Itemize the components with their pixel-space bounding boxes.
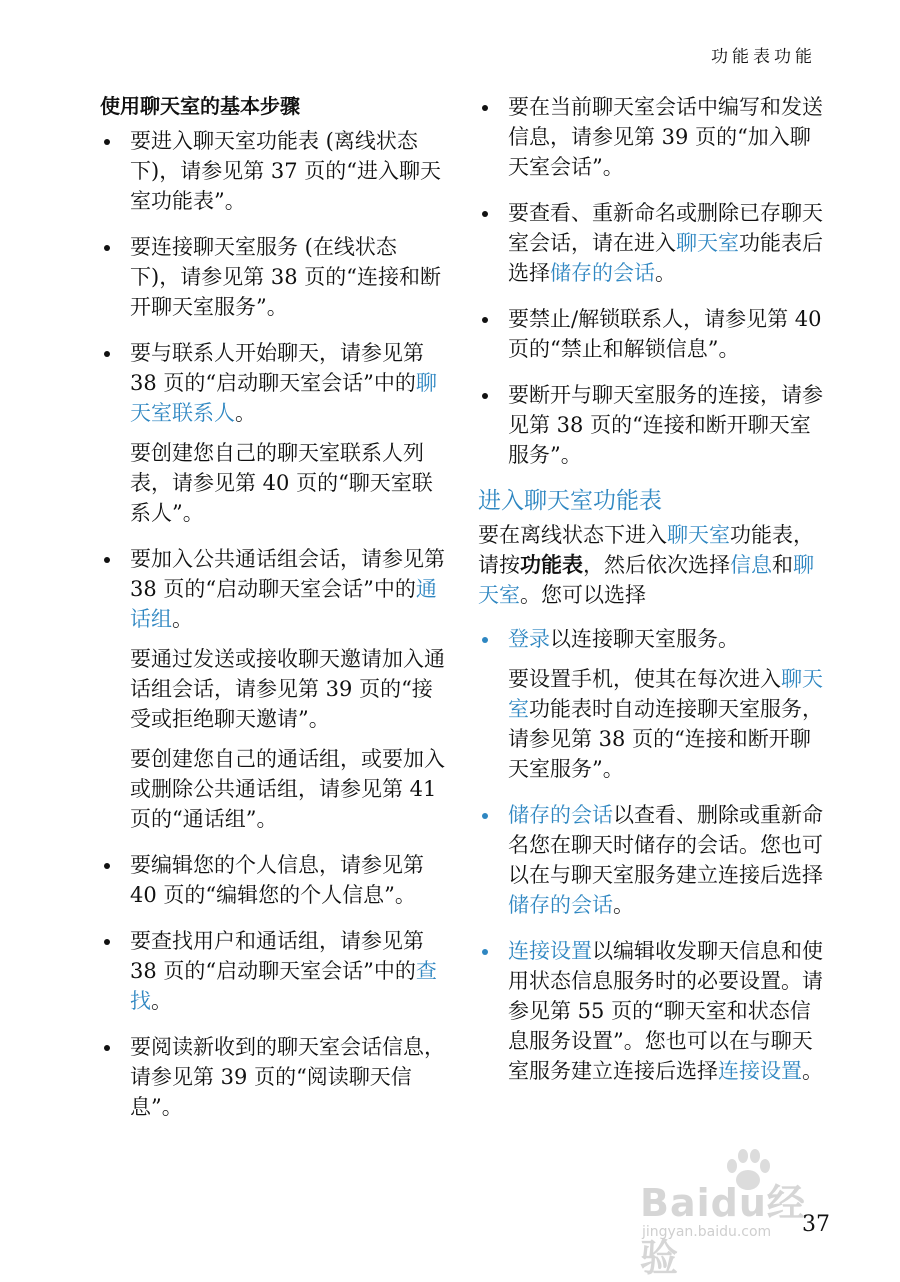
bullet-disconnect: 要断开与聊天室服务的连接，请参见第 38 页的“连接和断开聊天室服务”。 — [478, 380, 830, 470]
left-column — [100, 92, 445, 1138]
sub-auto-connect — [478, 664, 830, 784]
basic-steps-heading: 使用聊天室的基本步骤 — [100, 94, 300, 118]
watermark-logo: Baidu经验 — [640, 1181, 806, 1280]
link-talk-groups[interactable]: 通话组 — [130, 577, 437, 631]
bullet-find-users — [100, 926, 445, 1016]
sub-invitation: 要通过发送或接收聊天邀请加入通话组会话，请参见第 39 页的“接受或拒绝聊天邀请”。 — [130, 647, 445, 731]
text: 。 — [655, 261, 676, 285]
link-chat[interactable]: 聊天室 — [667, 523, 730, 547]
bullet-start-chat — [100, 338, 445, 428]
text: 要设置手机，使其在每次进入 — [508, 667, 781, 691]
text: 。 — [172, 607, 193, 631]
text: 。 — [613, 893, 634, 917]
option-connection-settings — [478, 936, 830, 1086]
link-saved-sessions[interactable]: 储存的会话 — [508, 893, 613, 917]
link-chat[interactable]: 聊天室 — [478, 553, 814, 607]
text: 要在离线状态下进入 — [478, 523, 667, 547]
page-number: 37 — [802, 1212, 830, 1237]
link-find[interactable]: 查找 — [130, 959, 437, 1013]
text: 和 — [772, 553, 793, 577]
section-intro — [478, 520, 830, 610]
link-chat-contacts[interactable]: 聊天室联系人 — [130, 371, 437, 425]
bullet-enter-menu: 要进入聊天室功能表 (离线状态下)，请参见第 37 页的“进入聊天室功能表”。 — [100, 126, 445, 216]
section-title: 进入聊天室功能表 — [478, 488, 662, 514]
text: ，然后依次选择 — [583, 553, 730, 577]
text: 以查看、删除或重新命名您在聊天时储存的会话。您也可以在与聊天室服务建立连接后选择 — [508, 803, 823, 887]
text: 。 — [235, 401, 256, 425]
link-saved-sessions[interactable]: 储存的会话 — [508, 803, 613, 827]
sub-create-contacts: 要创建您自己的聊天室联系人列表，请参见第 40 页的“聊天室联系人”。 — [130, 441, 433, 525]
link-login[interactable]: 登录 — [508, 627, 550, 651]
bullet-block-contacts: 要禁止/解锁联系人，请参见第 40 页的“禁止和解锁信息”。 — [478, 304, 830, 364]
link-chat[interactable]: 聊天室 — [508, 667, 823, 721]
option-login — [478, 624, 830, 654]
text: 功能表，请按 — [478, 523, 814, 577]
link-messages[interactable]: 信息 — [730, 553, 772, 577]
text: 以编辑收发聊天信息和使用状态信息服务时的必要设置。请参见第 55 页的“聊天室和状态信息服务设置”。您也可以在与聊天室服务建立连接后选择 — [508, 939, 823, 1083]
menu-key: 功能表 — [520, 552, 583, 577]
text: 要查找用户和通话组，请参见第 38 页的“启动聊天室会话”中的 — [130, 929, 424, 983]
bullet-write-message: 要在当前聊天室会话中编写和发送信息，请参见第 39 页的“加入聊天室会话”。 — [478, 92, 830, 182]
text: 功能表后选择 — [508, 231, 823, 285]
bullet-join-group — [100, 544, 445, 634]
text: 要查看、重新命名或删除已存聊天室会话，请在进入 — [508, 201, 823, 255]
running-header: 功能表功能 — [711, 47, 816, 67]
link-connection-settings[interactable]: 连接设置 — [718, 1059, 802, 1083]
bullet-connect-service: 要连接聊天室服务 (在线状态下)，请参见第 38 页的“连接和断开聊天室服务”。 — [100, 232, 445, 322]
link-saved-sessions[interactable]: 储存的会话 — [550, 261, 655, 285]
right-column — [478, 92, 830, 1102]
text: 。 — [802, 1059, 823, 1083]
text: 以连接聊天室服务。 — [550, 627, 739, 651]
option-saved-sessions — [478, 800, 830, 920]
text: 要与联系人开始聊天，请参见第 38 页的“启动聊天室会话”中的 — [130, 341, 424, 395]
bullet-saved-sessions — [478, 198, 830, 288]
bullet-edit-info: 要编辑您的个人信息，请参见第 40 页的“编辑您的个人信息”。 — [100, 850, 445, 910]
text: 要加入公共通话组会话，请参见第 38 页的“启动聊天室会话”中的 — [130, 547, 445, 601]
watermark-url: jingyan.baidu.com — [642, 1224, 772, 1240]
text: 。 — [151, 989, 172, 1013]
link-connection-settings[interactable]: 连接设置 — [508, 939, 592, 963]
text: 功能表时自动连接聊天室服务，请参见第 38 页的“连接和断开聊天室服务”。 — [508, 697, 823, 781]
link-chat[interactable]: 聊天室 — [676, 231, 739, 255]
sub-create-group: 要创建您自己的通话组，或要加入或删除公共通话组，请参见第 41 页的“通话组”。 — [130, 747, 445, 831]
text: 。您可以选择 — [520, 583, 646, 607]
bullet-read-messages: 要阅读新收到的聊天室会话信息，请参见第 39 页的“阅读聊天信息”。 — [100, 1032, 445, 1122]
